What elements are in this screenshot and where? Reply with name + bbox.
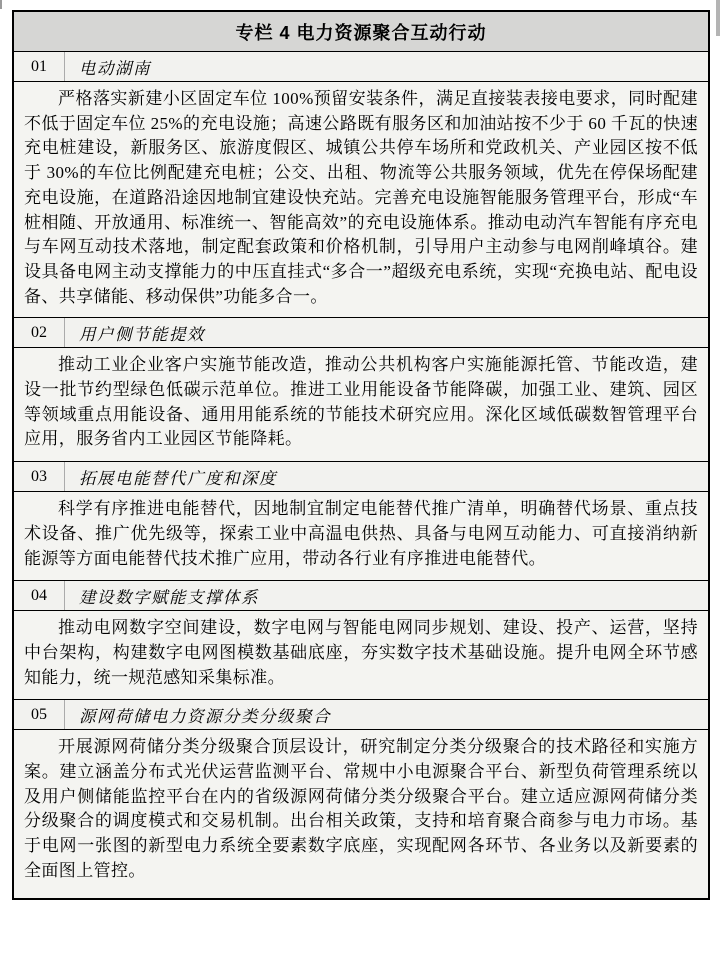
- screen-edge-artifact-left: [0, 0, 2, 9]
- section-number: 01: [14, 52, 65, 81]
- section-body: 推动电网数字空间建设，数字电网与智能电网同步规划、建设、投产、运营，坚持中台架构，构建数字电网图模数基础底座，夯实数字技术基础设施。提升电网全环节感知能力，统一规范感知采集标准。: [14, 611, 708, 700]
- section-heading: 用户侧节能提效: [79, 324, 205, 344]
- section-heading: 源网荷储电力资源分类分级聚合: [79, 706, 331, 726]
- section-body: 开展源网荷储分类分级聚合顶层设计，研究制定分类分级聚合的技术路径和实施方案。建立涵盖分布式光伏运营监测平台、常规中小电源聚合平台、新型负荷管理系统以及用户侧储能监控平台在内的省级源网荷储分类分级聚合平台。建立适应源网荷储分类分级聚合的调度模式和交易机制。出台相关政策，支持和培育聚合商参与电力市场。基于电网一张图的新型电力系统全要素数字底座，实现配网各环节、各业务以及新要素的全面图上管控。: [24, 737, 698, 880]
- section-number: 04: [14, 581, 65, 610]
- section-heading: 拓展电能替代广度和深度: [79, 468, 277, 488]
- table-title: 专栏 4 电力资源聚合互动行动: [14, 12, 708, 52]
- section-02-header: [14, 318, 708, 348]
- section-04-header: [14, 581, 708, 611]
- section-body: 科学有序推进电能替代，因地制宜制定电能替代推广清单，明确替代场景、重点技术设备、推广优先级等，探索工业中高温电供热、具备与电网互动能力、可直接消纳新能源等方面电能替代技术推广应用，带动各行业有序推进电能替代。: [14, 492, 708, 581]
- section-number: 03: [14, 462, 65, 491]
- section-01-header: [14, 52, 708, 82]
- section-05-header: [14, 700, 708, 730]
- section-number: 02: [14, 318, 65, 347]
- column-box-table: [12, 10, 710, 900]
- section-body: 推动工业企业客户实施节能改造，推动公共机构客户实施能源托管、节能改造，建设一批节约型绿色低碳示范单位。推进工业用能设备节能降碳，加强工业、建筑、园区等领域重点用能设备、通用用能系统的节能技术研究应用。深化区域低碳数智管理平台应用，服务省内工业园区节能降耗。: [14, 348, 708, 462]
- scrollbar-fragment: [716, 0, 720, 36]
- section-body: 严格落实新建小区固定车位 100%预留安装条件，满足直接装表接电要求，同时配建不低于固定车位 25%的充电设施；高速公路既有服务区和加油站按不少于 60 千瓦的快速充电桩建设，新服务区、旅游度假区、城镇公共停车场所和党政机关、产业园区按不低于 30%的车位比例配建充电桩；公交、出租、物流等公共服务领域，优先在停保场配建充电设施，在道路沿途因地制宜建设快充站。完善充电设施智能服务管理平台，形成“车桩相随、开放通用、标准统一、智能高效”的充电设施体系。推动电动汽车智能有序充电与车网互动技术落地，制定配套政策和价格机制，引导用户主动参与电网削峰填谷。建设具备电网主动支撑能力的中压直挂式“多合一”超级充电系统，实现“充换电站、配电设备、共享储能、移动保供”功能多合一。: [14, 82, 708, 318]
- section-heading: 建设数字赋能支撑体系: [79, 587, 259, 607]
- section-03-header: [14, 462, 708, 492]
- section-heading: 电动湖南: [79, 58, 151, 78]
- section-number: 05: [14, 700, 65, 729]
